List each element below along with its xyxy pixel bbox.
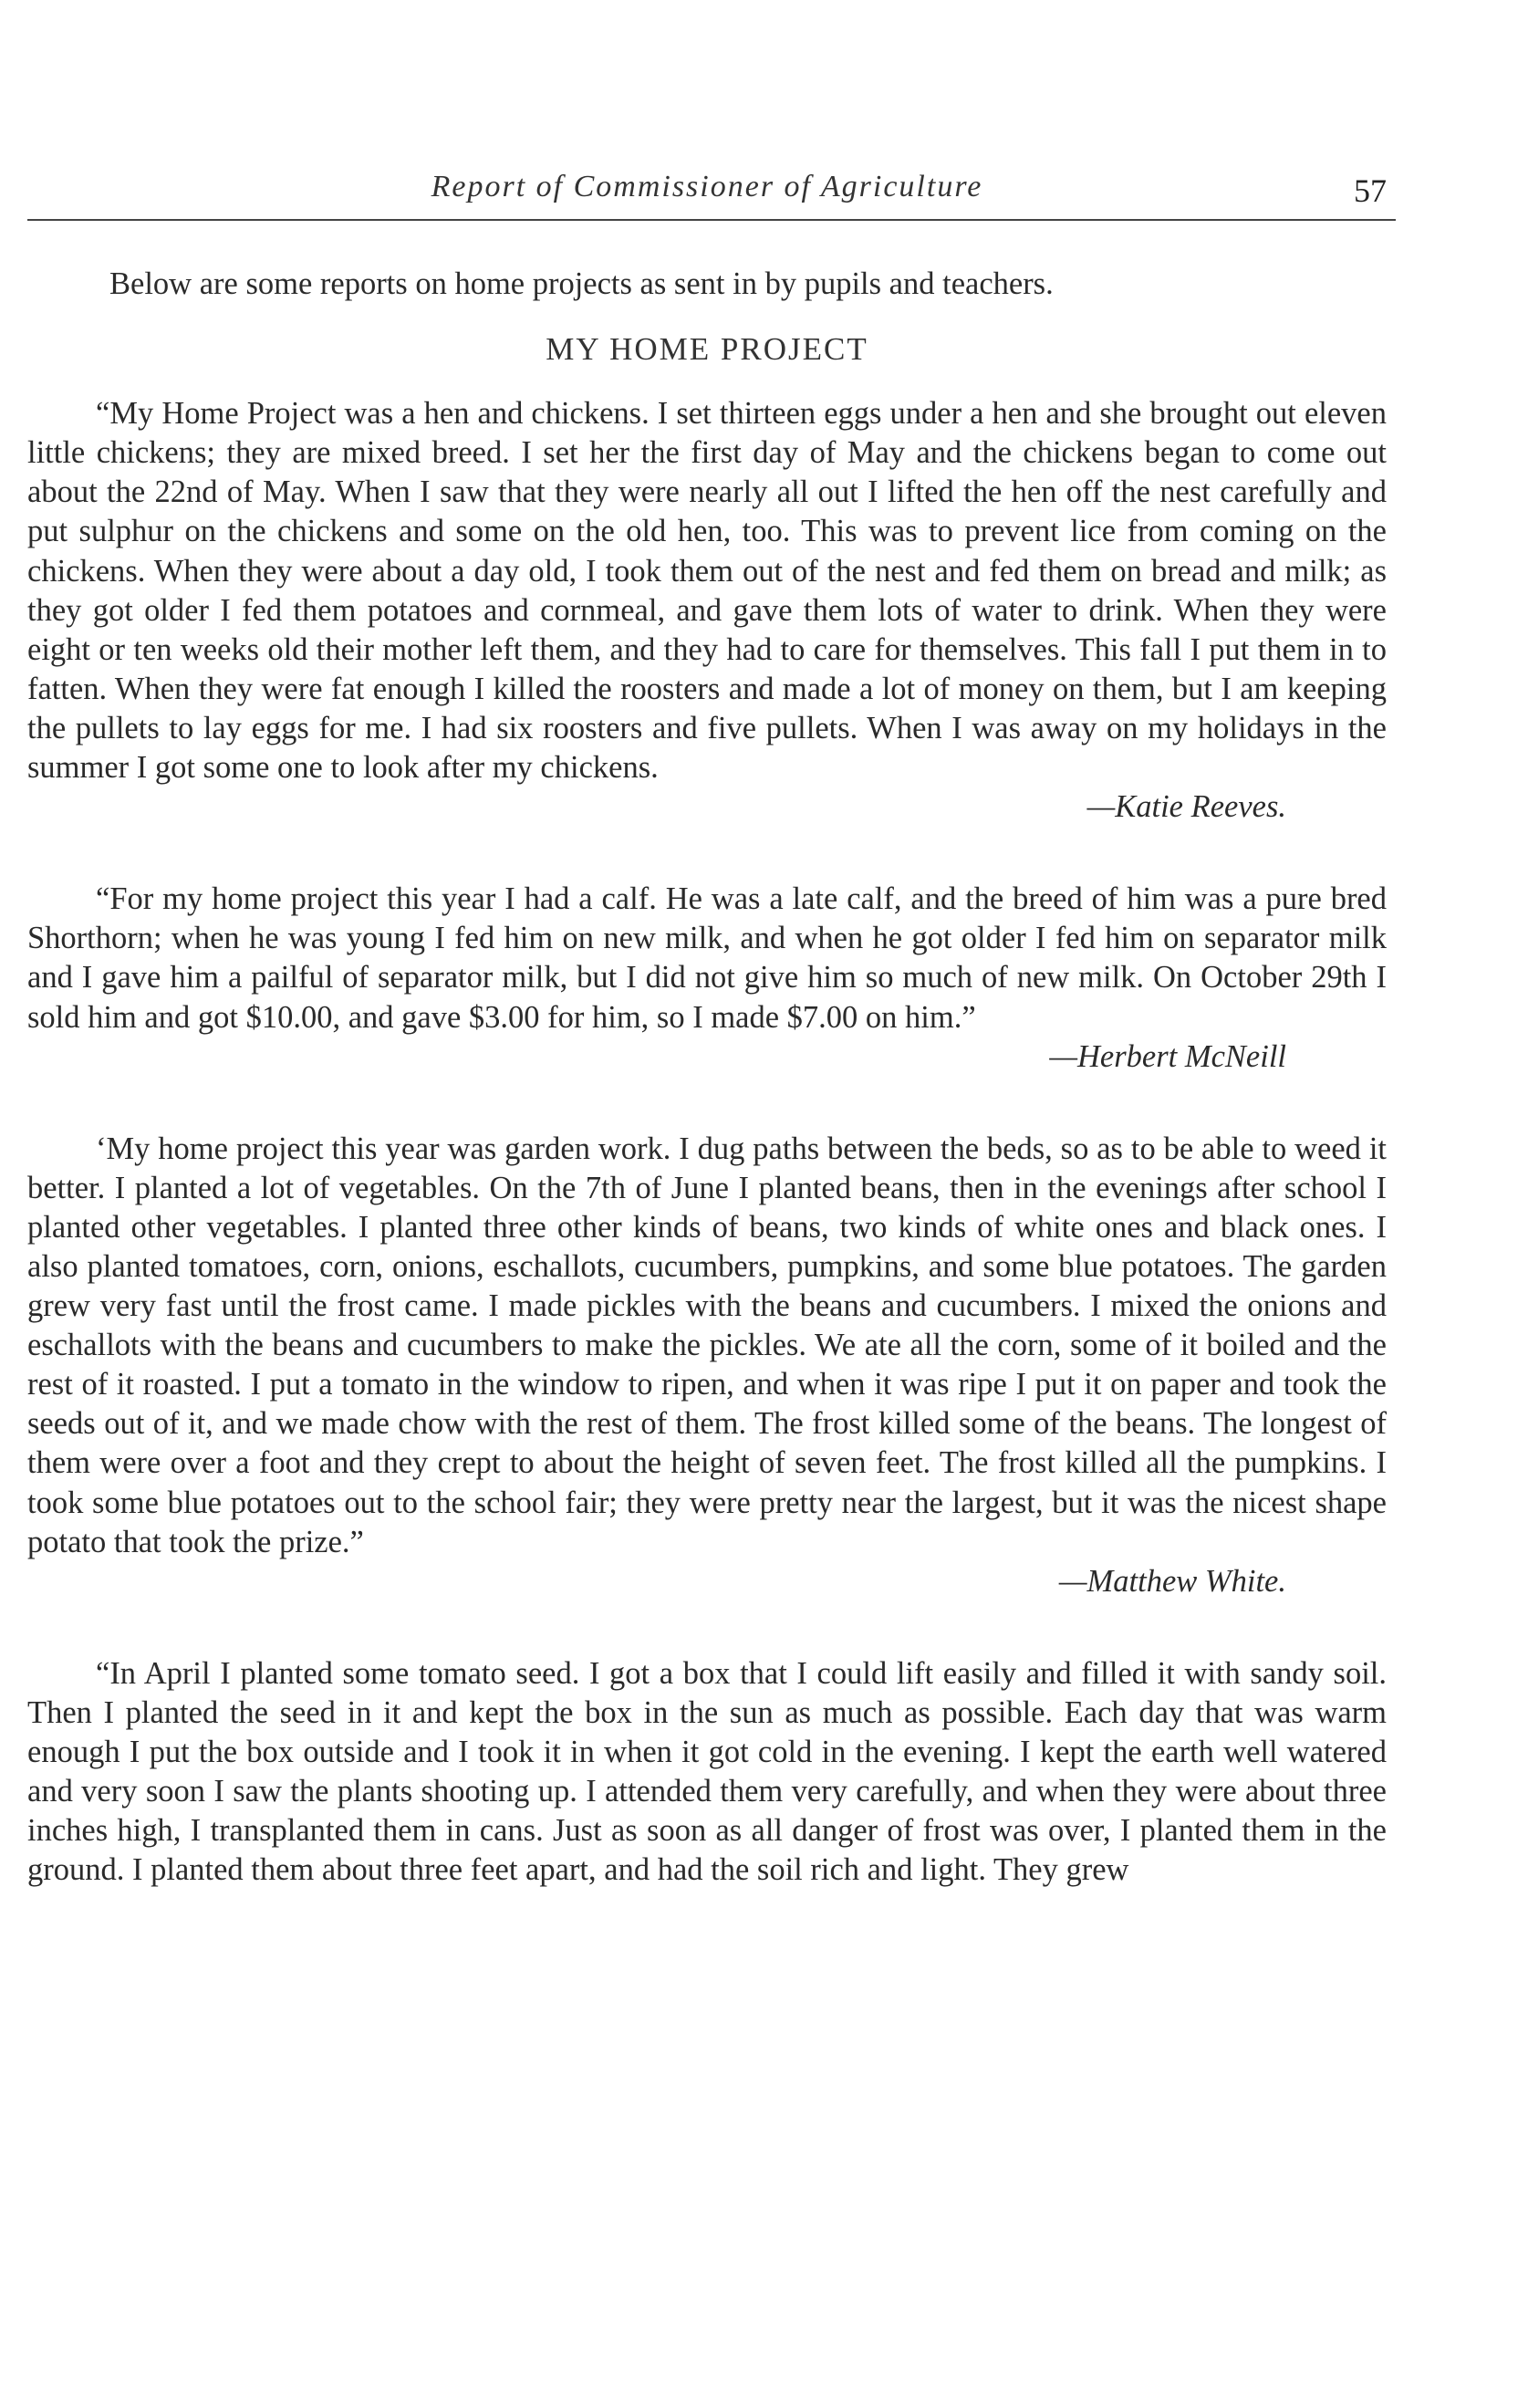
intro-paragraph: Below are some reports on home projects as sent in by pupils and teachers. [109, 266, 1054, 301]
report-matthew-white [27, 1130, 1387, 1601]
report-paragraph: ‘My home project this year was garden work. I dug paths between the beds, so as to be able to weed it better. I planted a lot of vegetables. On the 7th of June I planted beans, then in the evenings after school I planted other vegetables. I planted three other kinds of beans, two kinds of white ones and black ones. I also planted tomatoes, corn, onions, eschallots, cucumbers, pumpkins, and some blue potatoes. The garden grew very fast until the frost came. I made pickles with the beans and cucumbers. I mixed the onions and eschallots with the beans and cucumbers to make the pickles. We ate all the corn, some of it boiled and the rest of it roasted. I put a tomato in the window to ripen, and when it was ripe I put it on paper and took the seeds out of it, and we made chow with the rest of them. The frost killed some of the beans. The longest of them were over a foot and they crept to about the height of seven feet. The frost killed all the pumpkins. I took some blue potatoes out to the school fair; they were pretty near the largest, but it was the nicest shape potato that took the prize.” [27, 1131, 1387, 1559]
report-paragraph: “For my home project this year I had a calf. He was a late calf, and the breed of him was a pure bred Shorthorn; when he was young I fed him on new milk, and when he got older I fed him on separator milk and I gave him a pailful of separator milk, but I did not give him so much of new milk. On October 29th I sold him and got $10.00, and gave $3.00 for him, so I made $7.00 on him.” [27, 881, 1387, 1035]
running-title: Report of Commissioner of Agriculture [431, 170, 983, 203]
report-katie-reeves [27, 394, 1387, 827]
report-paragraph: “In April I planted some tomato seed. I got a box that I could lift easily and filled it with sandy soil. Then I planted the seed in it and kept the box in the sun as much as possible. Each day that was warm enough I put the box outside and I took it in when it got cold in the evening. I kept the earth well watered and very soon I saw the plants shooting up. I attended them very carefully, and when they were about three inches high, I transplanted them in cans. Just as soon as all danger of frost was over, I planted them in the ground. I planted them about three feet apart, and had the soil rich and light. They grew [27, 1655, 1387, 1888]
report-author: —Herbert McNeill [1049, 1038, 1286, 1074]
report-herbert-mcneill [27, 880, 1387, 1076]
report-tomato [27, 1654, 1387, 1891]
body-text [27, 265, 1387, 1890]
report-author: —Katie Reeves. [1086, 789, 1286, 825]
page-number: 57 [1354, 172, 1387, 209]
running-head [27, 170, 1387, 215]
header-rule [27, 219, 1396, 221]
report-author: —Matthew White. [1058, 1563, 1286, 1599]
report-paragraph: “My Home Project was a hen and chickens. I set thirteen eggs under a hen and she brought out eleven little chickens; they are mixed breed. I set her the first day of May and the chickens began to come out about the 22nd of May. When I saw that they were nearly all out I lifted the hen off the nest carefully and put sulphur on the chickens and some on the old hen, too. This was to prevent lice from coming on the chickens. When they were about a day old, I took them out of the nest and fed them on bread and milk; as they got older I fed them potatoes and cornmeal, and gave them lots of water to drink. When they were eight or ten weeks old their mother left them, and they had to care for themselves. This fall I put them in to fatten. When they were fat enough I killed the roosters and made a lot of money on them, but I am keeping the pullets to lay eggs for me. I had six roosters and five pullets. When I was away on my holidays in the summer I got some one to look after my chickens. [27, 396, 1387, 786]
section-heading: MY HOME PROJECT [546, 331, 868, 368]
